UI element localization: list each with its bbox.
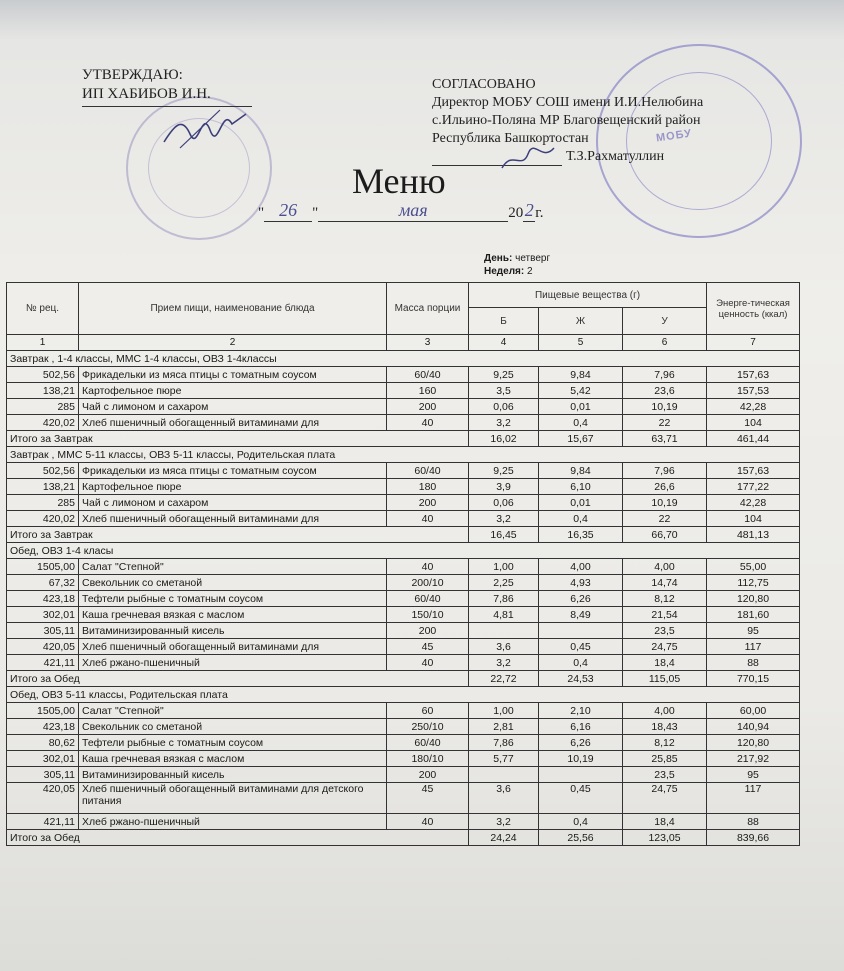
dish-name: Каша гречневая вязкая с маслом xyxy=(79,751,387,767)
dish-energy: 88 xyxy=(707,655,800,671)
dish-energy: 157,53 xyxy=(707,383,800,399)
dish-carbs: 7,96 xyxy=(623,367,707,383)
dish-fat: 0,4 xyxy=(539,415,623,431)
total-label: Итого за Завтрак xyxy=(7,527,469,543)
dish-energy: 104 xyxy=(707,511,800,527)
dish-carbs: 18,4 xyxy=(623,814,707,830)
dish-name: Тефтели рыбные с томатным соусом xyxy=(79,735,387,751)
total-fat: 25,56 xyxy=(539,830,623,846)
dish-name: Чай с лимоном и сахаром xyxy=(79,495,387,511)
section-row xyxy=(7,351,800,367)
dish-fat: 0,45 xyxy=(539,783,623,814)
dish-rec: 420,02 xyxy=(7,415,79,431)
dish-protein: 3,6 xyxy=(469,639,539,655)
dish-energy: 217,92 xyxy=(707,751,800,767)
dish-name: Витаминизированный кисель xyxy=(79,767,387,783)
total-carbs: 66,70 xyxy=(623,527,707,543)
dish-row xyxy=(7,383,800,399)
agreement-heading: СОГЛАСОВАНО xyxy=(432,77,536,92)
dish-row xyxy=(7,367,800,383)
agreement-village: с.Ильино-Поляна МР Благовещенский район xyxy=(432,113,701,128)
total-carbs: 115,05 xyxy=(623,671,707,687)
dish-mass: 160 xyxy=(387,383,469,399)
dish-fat: 0,4 xyxy=(539,814,623,830)
dish-name: Хлеб пшеничный обогащенный витаминами для детского питания xyxy=(79,783,387,814)
dish-protein: 3,9 xyxy=(469,479,539,495)
dish-name: Картофельное пюре xyxy=(79,383,387,399)
dish-carbs: 18,43 xyxy=(623,719,707,735)
date-quote-open: " xyxy=(258,205,265,221)
total-row xyxy=(7,431,800,447)
dish-mass: 180 xyxy=(387,479,469,495)
menu-table xyxy=(6,282,800,846)
agreement-block xyxy=(432,76,703,166)
dish-fat: 0,45 xyxy=(539,639,623,655)
total-carbs: 63,71 xyxy=(623,431,707,447)
dish-protein: 3,5 xyxy=(469,383,539,399)
date-suffix: г. xyxy=(535,205,544,221)
dish-energy: 157,63 xyxy=(707,367,800,383)
approval-name: ИП ХАБИБОВ И.Н. xyxy=(82,86,211,102)
week-value: 2 xyxy=(527,266,533,277)
section-row xyxy=(7,447,800,463)
total-protein: 22,72 xyxy=(469,671,539,687)
dish-rec: 420,02 xyxy=(7,511,79,527)
dish-rec: 138,21 xyxy=(7,383,79,399)
dish-mass: 200 xyxy=(387,767,469,783)
dish-protein: 2,25 xyxy=(469,575,539,591)
dish-row xyxy=(7,735,800,751)
dish-carbs: 10,19 xyxy=(623,495,707,511)
dish-fat: 4,93 xyxy=(539,575,623,591)
dish-energy: 177,22 xyxy=(707,479,800,495)
dish-carbs: 4,00 xyxy=(623,703,707,719)
index-cell: 7 xyxy=(707,335,800,351)
dish-row xyxy=(7,703,800,719)
total-fat: 15,67 xyxy=(539,431,623,447)
dish-carbs: 18,4 xyxy=(623,655,707,671)
dish-energy: 157,63 xyxy=(707,463,800,479)
dish-rec: 67,32 xyxy=(7,575,79,591)
date-month: мая xyxy=(318,200,508,222)
total-protein: 16,02 xyxy=(469,431,539,447)
dish-protein: 3,2 xyxy=(469,511,539,527)
index-cell: 2 xyxy=(79,335,387,351)
dish-row xyxy=(7,751,800,767)
dish-name: Картофельное пюре xyxy=(79,479,387,495)
dish-energy: 120,80 xyxy=(707,591,800,607)
dish-name: Свекольник со сметаной xyxy=(79,719,387,735)
dish-rec: 305,11 xyxy=(7,623,79,639)
index-cell: 1 xyxy=(7,335,79,351)
day-value: четверг xyxy=(515,253,551,264)
dish-name: Хлеб ржано-пшеничный xyxy=(79,814,387,830)
section-row xyxy=(7,687,800,703)
dish-carbs: 8,12 xyxy=(623,591,707,607)
dish-carbs: 8,12 xyxy=(623,735,707,751)
dish-mass: 250/10 xyxy=(387,719,469,735)
week-label: Неделя: xyxy=(484,266,525,277)
dish-row xyxy=(7,559,800,575)
date-year-prefix: 20 xyxy=(508,205,524,221)
dish-rec: 1505,00 xyxy=(7,703,79,719)
dish-mass: 40 xyxy=(387,511,469,527)
dish-rec: 420,05 xyxy=(7,783,79,814)
date-line xyxy=(258,200,543,222)
dish-mass: 150/10 xyxy=(387,607,469,623)
dish-energy: 60,00 xyxy=(707,703,800,719)
dish-protein: 1,00 xyxy=(469,559,539,575)
dish-protein: 7,86 xyxy=(469,735,539,751)
dish-name: Свекольник со сметаной xyxy=(79,575,387,591)
dish-mass: 60/40 xyxy=(387,735,469,751)
dish-fat: 5,42 xyxy=(539,383,623,399)
dish-mass: 60 xyxy=(387,703,469,719)
dish-carbs: 4,00 xyxy=(623,559,707,575)
dish-rec: 423,18 xyxy=(7,719,79,735)
dish-name: Хлеб пшеничный обогащенный витаминами для xyxy=(79,639,387,655)
dish-fat: 9,84 xyxy=(539,463,623,479)
index-cell: 4 xyxy=(469,335,539,351)
dish-energy: 55,00 xyxy=(707,559,800,575)
dish-rec: 285 xyxy=(7,495,79,511)
approval-signature xyxy=(160,96,250,156)
agreement-signer: Т.З.Рахматуллин xyxy=(566,149,665,164)
dish-mass: 40 xyxy=(387,814,469,830)
total-carbs: 123,05 xyxy=(623,830,707,846)
dish-fat: 6,26 xyxy=(539,591,623,607)
dish-energy: 95 xyxy=(707,623,800,639)
header-mass: Масса порции xyxy=(387,283,469,335)
section-title: Обед, ОВЗ 1-4 класы xyxy=(7,543,800,559)
dish-protein: 3,2 xyxy=(469,415,539,431)
menu-table-body xyxy=(7,335,800,846)
index-cell: 5 xyxy=(539,335,623,351)
dish-row xyxy=(7,783,800,814)
dish-protein: 7,86 xyxy=(469,591,539,607)
dish-rec: 138,21 xyxy=(7,479,79,495)
approval-heading: УТВЕРЖДАЮ: xyxy=(82,67,183,83)
dish-mass: 60/40 xyxy=(387,463,469,479)
date-day: 26 xyxy=(264,200,312,222)
dish-mass: 200/10 xyxy=(387,575,469,591)
agreement-director: Директор МОБУ СОШ имени И.И.Нелюбина xyxy=(432,95,704,110)
dish-rec: 1505,00 xyxy=(7,559,79,575)
agreement-signature xyxy=(498,140,558,176)
dish-carbs: 10,19 xyxy=(623,399,707,415)
dish-rec: 305,11 xyxy=(7,767,79,783)
dish-carbs: 14,74 xyxy=(623,575,707,591)
dish-row xyxy=(7,814,800,830)
dish-fat: 0,4 xyxy=(539,655,623,671)
day-label: День: xyxy=(484,253,513,264)
dish-protein: 3,2 xyxy=(469,814,539,830)
dish-rec: 420,05 xyxy=(7,639,79,655)
dish-protein xyxy=(469,767,539,783)
dish-fat: 2,10 xyxy=(539,703,623,719)
dish-energy: 117 xyxy=(707,783,800,814)
dish-fat: 0,01 xyxy=(539,399,623,415)
total-label: Итого за Завтрак xyxy=(7,431,469,447)
dish-fat: 6,10 xyxy=(539,479,623,495)
total-energy: 770,15 xyxy=(707,671,800,687)
dish-row xyxy=(7,575,800,591)
dish-mass: 60/40 xyxy=(387,591,469,607)
dish-mass: 200 xyxy=(387,495,469,511)
dish-protein: 3,6 xyxy=(469,783,539,814)
dish-protein: 2,81 xyxy=(469,719,539,735)
dish-fat: 10,19 xyxy=(539,751,623,767)
dish-mass: 200 xyxy=(387,399,469,415)
dish-energy: 120,80 xyxy=(707,735,800,751)
dish-fat: 0,01 xyxy=(539,495,623,511)
dish-protein: 1,00 xyxy=(469,703,539,719)
dish-name: Хлеб ржано-пшеничный xyxy=(79,655,387,671)
header-rec: № рец. xyxy=(7,283,79,335)
dish-rec: 80,62 xyxy=(7,735,79,751)
dish-carbs: 23,5 xyxy=(623,767,707,783)
header-u: У xyxy=(623,308,707,335)
dish-name: Фрикадельки из мяса птицы с томатным соусом xyxy=(79,463,387,479)
dish-protein: 4,81 xyxy=(469,607,539,623)
dish-carbs: 23,5 xyxy=(623,623,707,639)
dish-carbs: 25,85 xyxy=(623,751,707,767)
dish-row xyxy=(7,495,800,511)
day-info xyxy=(484,252,550,278)
total-label: Итого за Обед xyxy=(7,830,469,846)
index-cell: 6 xyxy=(623,335,707,351)
total-row xyxy=(7,830,800,846)
date-year-suffix: 2 xyxy=(524,200,534,220)
seal-text: МОБУ xyxy=(655,127,693,145)
dish-protein: 0,06 xyxy=(469,399,539,415)
dish-carbs: 22 xyxy=(623,511,707,527)
header-nutrients: Пищевые вещества (г) xyxy=(469,283,707,308)
index-cell: 3 xyxy=(387,335,469,351)
dish-mass: 40 xyxy=(387,415,469,431)
dish-mass: 60/40 xyxy=(387,367,469,383)
dish-name: Чай с лимоном и сахаром xyxy=(79,399,387,415)
dish-energy: 104 xyxy=(707,415,800,431)
dish-rec: 421,11 xyxy=(7,814,79,830)
dish-fat: 6,16 xyxy=(539,719,623,735)
dish-name: Тефтели рыбные с томатным соусом xyxy=(79,591,387,607)
dish-energy: 112,75 xyxy=(707,575,800,591)
total-fat: 16,35 xyxy=(539,527,623,543)
dish-name: Витаминизированный кисель xyxy=(79,623,387,639)
dish-mass: 40 xyxy=(387,655,469,671)
total-row xyxy=(7,527,800,543)
dish-carbs: 24,75 xyxy=(623,639,707,655)
index-row xyxy=(7,335,800,351)
dish-fat: 6,26 xyxy=(539,735,623,751)
dish-rec: 502,56 xyxy=(7,367,79,383)
dish-energy: 95 xyxy=(707,767,800,783)
dish-rec: 421,11 xyxy=(7,655,79,671)
dish-carbs: 21,54 xyxy=(623,607,707,623)
dish-rec: 423,18 xyxy=(7,591,79,607)
dish-fat xyxy=(539,623,623,639)
dish-row xyxy=(7,591,800,607)
total-row xyxy=(7,671,800,687)
dish-protein xyxy=(469,623,539,639)
dish-row xyxy=(7,463,800,479)
dish-mass: 40 xyxy=(387,559,469,575)
dish-protein: 3,2 xyxy=(469,655,539,671)
dish-fat: 0,4 xyxy=(539,511,623,527)
dish-carbs: 7,96 xyxy=(623,463,707,479)
dish-carbs: 22 xyxy=(623,415,707,431)
dish-energy: 88 xyxy=(707,814,800,830)
dish-protein: 9,25 xyxy=(469,463,539,479)
section-title: Завтрак , 1-4 классы, ММС 1-4 классы, ОВЗ 1-4классы xyxy=(7,351,800,367)
total-label: Итого за Обед xyxy=(7,671,469,687)
dish-name: Хлеб пшеничный обогащенный витаминами для xyxy=(79,415,387,431)
dish-energy: 42,28 xyxy=(707,495,800,511)
dish-fat: 8,49 xyxy=(539,607,623,623)
dish-mass: 45 xyxy=(387,639,469,655)
dish-row xyxy=(7,607,800,623)
date-quote-close: " xyxy=(312,205,319,221)
dish-fat: 9,84 xyxy=(539,367,623,383)
dish-carbs: 23,6 xyxy=(623,383,707,399)
dish-fat xyxy=(539,767,623,783)
dish-row xyxy=(7,719,800,735)
dish-row xyxy=(7,639,800,655)
dish-name: Каша гречневая вязкая с маслом xyxy=(79,607,387,623)
dish-name: Салат "Степной" xyxy=(79,703,387,719)
header-name: Прием пищи, наименование блюда xyxy=(79,283,387,335)
dish-fat: 4,00 xyxy=(539,559,623,575)
dish-row xyxy=(7,415,800,431)
dish-carbs: 24,75 xyxy=(623,783,707,814)
dish-mass: 45 xyxy=(387,783,469,814)
dish-row xyxy=(7,399,800,415)
dish-row xyxy=(7,623,800,639)
section-title: Завтрак , ММС 5-11 классы, ОВЗ 5-11 классы, Родительская плата xyxy=(7,447,800,463)
dish-row xyxy=(7,767,800,783)
agreement-republic: Республика Башкортостан xyxy=(432,131,589,146)
header-b: Б xyxy=(469,308,539,335)
dish-protein: 0,06 xyxy=(469,495,539,511)
page-title: Меню xyxy=(352,161,446,201)
dish-mass: 180/10 xyxy=(387,751,469,767)
dish-rec: 285 xyxy=(7,399,79,415)
dish-row xyxy=(7,655,800,671)
header-energy: Энерге-тическая ценность (ккал) xyxy=(707,283,800,335)
total-energy: 481,13 xyxy=(707,527,800,543)
section-row xyxy=(7,543,800,559)
section-title: Обед, ОВЗ 5-11 классы, Родительская плата xyxy=(7,687,800,703)
dish-rec: 502,56 xyxy=(7,463,79,479)
total-energy: 461,44 xyxy=(707,431,800,447)
dish-energy: 42,28 xyxy=(707,399,800,415)
total-energy: 839,66 xyxy=(707,830,800,846)
total-protein: 24,24 xyxy=(469,830,539,846)
dish-rec: 302,01 xyxy=(7,607,79,623)
dish-name: Хлеб пшеничный обогащенный витаминами для xyxy=(79,511,387,527)
dish-row xyxy=(7,511,800,527)
dish-energy: 117 xyxy=(707,639,800,655)
dish-rec: 302,01 xyxy=(7,751,79,767)
dish-energy: 181,60 xyxy=(707,607,800,623)
header-zh: Ж xyxy=(539,308,623,335)
dish-energy: 140,94 xyxy=(707,719,800,735)
agreement-signature-row xyxy=(432,148,703,166)
total-fat: 24,53 xyxy=(539,671,623,687)
dish-protein: 5,77 xyxy=(469,751,539,767)
dish-protein: 9,25 xyxy=(469,367,539,383)
dish-mass: 200 xyxy=(387,623,469,639)
dish-name: Фрикадельки из мяса птицы с томатным соусом xyxy=(79,367,387,383)
dish-carbs: 26,6 xyxy=(623,479,707,495)
total-protein: 16,45 xyxy=(469,527,539,543)
dish-name: Салат "Степной" xyxy=(79,559,387,575)
dish-row xyxy=(7,479,800,495)
